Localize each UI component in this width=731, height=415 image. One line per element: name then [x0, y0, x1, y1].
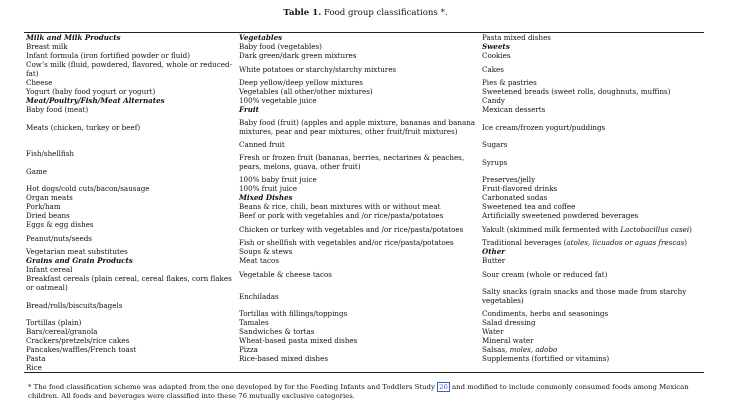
table-row: [26, 158, 239, 184]
cell-text: Sugars: [482, 140, 508, 149]
cell-text: Breast milk: [26, 42, 68, 51]
cell-text: Vegetarian meat substitutes: [26, 247, 128, 256]
table-cell: [239, 202, 441, 211]
table-cell: [482, 318, 536, 327]
table-cell: [482, 202, 575, 211]
table-cell: [239, 96, 317, 105]
table-row: [482, 96, 704, 105]
table-cell: [26, 202, 61, 211]
table-row: [239, 283, 482, 309]
table-row: [26, 265, 239, 274]
table-cell: [239, 51, 356, 60]
cell-text: Cakes: [482, 64, 504, 74]
table-cell: [26, 123, 140, 132]
table-cell: [239, 256, 279, 265]
cell-text: 100% vegetable juice: [239, 96, 317, 105]
table-cell: [482, 33, 551, 42]
table-row: [482, 309, 704, 318]
table-cell: [239, 175, 317, 184]
table-caption-label: Table 1.: [283, 8, 322, 18]
cell-text: Tortillas (plain): [26, 318, 82, 327]
cell-text: Mexican desserts: [482, 105, 546, 114]
table-column-1: [26, 33, 239, 372]
table-column-2: [239, 33, 482, 372]
cell-text: Dark green/dark green mixtures: [239, 51, 357, 60]
cell-text: Fish/shellfish: [26, 149, 74, 158]
cell-text: Tamales: [239, 318, 269, 327]
cell-text: Salty snacks (grain snacks and those made from starchy vegetables): [482, 287, 687, 305]
cell-text: Deep yellow/deep yellow mixtures: [239, 78, 363, 87]
cell-text: Vegetable & cheese tacos: [239, 269, 332, 279]
cell-text: Soups & stews: [239, 247, 293, 256]
table-cell: [26, 78, 52, 87]
table-row: [26, 220, 239, 229]
table-row: [26, 42, 239, 51]
table-cell: [26, 265, 72, 274]
table-cell: [26, 51, 190, 60]
cell-text: Tortillas with fillings/toppings: [239, 309, 348, 318]
table-row: [26, 354, 239, 363]
cell-text: Salad dressing: [482, 318, 536, 327]
table-cell: [239, 118, 482, 136]
cell-text: Meats (chicken, turkey or beef): [26, 122, 141, 132]
cell-text: 100% fruit juice: [239, 184, 298, 193]
table-row: [239, 87, 482, 96]
table-cell: [239, 292, 279, 301]
cell-text: Rice: [26, 363, 42, 372]
table-footnote: [28, 383, 718, 401]
table-cell: [26, 301, 122, 310]
table-row: [239, 318, 482, 327]
table-cell: [482, 336, 534, 345]
cell-text: Vegetables (all other/other mixtures): [239, 87, 373, 96]
table-row: [26, 247, 239, 256]
table-row: [239, 327, 482, 336]
cell-text: White potatoes or starchy/starchy mixtures: [239, 64, 397, 74]
table-row: [239, 354, 482, 363]
table-row: [239, 336, 482, 345]
table-cell: [482, 327, 503, 336]
table-cell: [26, 256, 133, 265]
cell-text: Organ meats: [26, 193, 73, 202]
cell-text: Fresh or frozen fruit (bananas, berries, nectarines & peaches, pears, melons, guava, other fruit): [239, 153, 465, 171]
table-cell: [26, 184, 150, 193]
table-cell: [239, 225, 463, 234]
cell-text: Pasta mixed dishes: [482, 33, 551, 42]
table-cell: [482, 78, 537, 87]
table-row: [26, 336, 239, 345]
table-row: [482, 105, 704, 114]
table-cell: [482, 247, 505, 256]
table-row: [26, 51, 239, 60]
table-row: [482, 202, 704, 211]
cell-text: 100% baby fruit juice: [239, 175, 317, 184]
table-row: [482, 175, 704, 184]
cell-text: Cow’s milk (fluid, powdered, flavored, whole or reduced-fat): [26, 60, 232, 78]
table-cell: [26, 149, 74, 158]
table-row: [26, 149, 239, 158]
table-row: [482, 327, 704, 336]
cell-text: Peanut/nuts/seeds: [26, 233, 92, 243]
table-cell: [482, 184, 557, 193]
table-row: [239, 184, 482, 193]
cell-text: Cheese: [26, 78, 53, 87]
table-row: [482, 33, 704, 42]
cell-text: Rice-based mixed dishes: [239, 354, 329, 363]
table-row: [482, 336, 704, 345]
table-row: [26, 33, 239, 42]
cell-text: Yakult (skimmed milk fermented with: [482, 224, 621, 234]
cell-text: Traditional beverages (: [482, 238, 567, 247]
table-cell: [26, 234, 92, 243]
table-row: [26, 202, 239, 211]
table-row: [482, 87, 704, 96]
table-cell: [239, 327, 314, 336]
table-cell: [482, 51, 511, 60]
table-row: [26, 274, 239, 292]
cell-text: Fruit-flavored drinks: [482, 184, 558, 193]
cell-text: ): [689, 224, 692, 234]
table-cell: [482, 256, 505, 265]
table-row: [239, 247, 482, 256]
table-cell: [482, 42, 510, 51]
table-cell: [482, 309, 608, 318]
cell-text: Infant cereal: [26, 265, 73, 274]
table-cell: [26, 345, 136, 354]
table-row: [239, 51, 482, 60]
table-row: [482, 354, 704, 363]
cell-text: Beef or pork with vegetables and /or rice/pasta/potatoes: [239, 211, 444, 220]
cell-text: Enchiladas: [239, 291, 279, 301]
cell-text: Ice cream/frozen yogurt/puddings: [482, 122, 606, 132]
table-cell: [239, 87, 373, 96]
table-row: [239, 78, 482, 87]
table-cell: [239, 78, 363, 87]
table-cell: [239, 270, 332, 279]
cell-text: Meat tacos: [239, 256, 280, 265]
table-row: [239, 193, 482, 202]
category-header: Sweets: [482, 42, 510, 51]
table-row: [239, 256, 482, 265]
table-cell: [239, 42, 322, 51]
table-cell: [239, 318, 269, 327]
table-row: [239, 175, 482, 184]
table-cell: [26, 42, 68, 51]
table-row: [239, 309, 482, 318]
table-cell: [239, 105, 259, 114]
table-row: [26, 318, 239, 327]
table-row: [26, 345, 239, 354]
category-header: Meat/Poultry/Fish/Meat Alternates: [26, 96, 165, 105]
table-row: [482, 318, 704, 327]
table-cell: [482, 354, 609, 363]
reference-link[interactable]: 26: [439, 383, 448, 391]
table-row: [26, 78, 239, 87]
table-cell: [26, 247, 128, 256]
table-cell: [482, 123, 605, 132]
table-row: [239, 140, 482, 149]
table-row: [26, 256, 239, 265]
table-row: [239, 33, 482, 42]
table-row: [26, 105, 239, 114]
cell-text: Baby food (meat): [26, 105, 89, 114]
table-row: [26, 193, 239, 202]
cell-text: Sweetened breads (sweet rolls, doughnuts, muffins): [482, 87, 671, 96]
table-cell: [482, 96, 505, 105]
cell-text: Salsas,: [482, 345, 510, 354]
table-row: [239, 220, 482, 238]
cell-text: Chicken or turkey with vegetables and /or rice/pasta/potatoes: [239, 224, 464, 234]
table-cell: [239, 193, 293, 202]
cell-text: Sweetened tea and coffee: [482, 202, 576, 211]
cell-text: Dried beans: [26, 211, 70, 220]
table-row: [26, 184, 239, 193]
table-cell: [239, 211, 443, 220]
table-row: [482, 345, 704, 354]
table-row: [482, 283, 704, 309]
table-row: [482, 211, 704, 220]
table-cell: [482, 158, 507, 167]
cell-text: Fish or shellfish with vegetables and/or rice/pasta/potatoes: [239, 238, 454, 247]
table-caption-text: Food group classifications *.: [323, 8, 448, 18]
table-row: [239, 114, 482, 140]
table-cell: [239, 238, 454, 247]
table-cell: [239, 140, 285, 149]
table-cell: [482, 87, 671, 96]
table-cell: [26, 363, 42, 372]
cell-text: Yogurt (baby food yogurt or yogurt): [26, 87, 156, 96]
table-cell: [26, 354, 46, 363]
table-row: [239, 265, 482, 283]
table-cell: [239, 354, 328, 363]
table-cell: [26, 274, 239, 292]
table-row: [26, 363, 239, 372]
table-cell: [239, 345, 258, 354]
category-header: Grains and Grain Products: [26, 256, 133, 265]
table-cell: [26, 211, 70, 220]
table-cell: [239, 336, 357, 345]
table-cell: [482, 193, 547, 202]
table-cell: [482, 225, 692, 234]
cell-text: Infant formula (iron fortified powder or fluid): [26, 51, 191, 60]
table-row: [482, 247, 704, 256]
table-row: [26, 292, 239, 318]
cell-text: Pizza: [239, 345, 258, 354]
cell-text: Canned fruit: [239, 140, 285, 149]
table-cell: [26, 33, 121, 42]
footnote-text-pre: * The food classification scheme was adapted from the one developed by for the Feeding Infants and Toddlers Study: [28, 383, 435, 391]
footnote-text-post: and modified to include commonly consumed foods among Mexican children. All foods and beverages were classified into these 76 mutually exclusive categories.: [28, 383, 689, 400]
table-columns: [24, 33, 704, 372]
table-row: [239, 96, 482, 105]
table-cell: [482, 211, 638, 220]
table-cell: [482, 105, 545, 114]
cell-text: Supplements (fortified or vitamins): [482, 354, 610, 363]
cell-text: Wheat-based pasta mixed dishes: [239, 336, 358, 345]
cell-text: Crackers/pretzels/rice cakes: [26, 336, 130, 345]
table-row: [239, 202, 482, 211]
table-cell: [26, 327, 97, 336]
table-row: [482, 78, 704, 87]
table-row: [239, 238, 482, 247]
cell-text: Candy: [482, 96, 505, 105]
cell-text: Sandwiches & tortas: [239, 327, 315, 336]
table-cell: [482, 175, 535, 184]
cell-text: Artificially sweetened powdered beverages: [482, 211, 639, 220]
table-cell: [239, 309, 347, 318]
table-column-3: [482, 33, 704, 372]
table-cell: [239, 65, 396, 74]
table-cell: [239, 184, 297, 193]
cell-text: Beans & rice, chili, bean mixtures with or without meat: [239, 202, 441, 211]
cell-text: Carbonated sodas: [482, 193, 548, 202]
table-cell: [239, 153, 482, 171]
table-cell: [482, 345, 557, 354]
category-header: Milk and Milk Products: [26, 33, 121, 42]
table-row: [26, 114, 239, 140]
cell-text-italic: atoles, licuados or aguas frescas: [566, 238, 685, 247]
cell-text: Syrups: [482, 157, 508, 167]
table-row: [482, 184, 704, 193]
category-header: Mixed Dishes: [239, 193, 293, 202]
table-row: [482, 193, 704, 202]
table-cell: [26, 105, 88, 114]
table-cell: [482, 287, 704, 305]
table-row: [239, 149, 482, 175]
cell-text-italic: Lactobacillus casei: [620, 224, 690, 234]
cell-text: Cookies: [482, 51, 511, 60]
cell-text: Pork/ham: [26, 202, 61, 211]
table-row: [482, 114, 704, 140]
food-group-table: [24, 32, 704, 373]
cell-text: Baby food (vegetables): [239, 42, 322, 51]
table-cell: [26, 336, 129, 345]
table-row: [26, 211, 239, 220]
table-row: [239, 105, 482, 114]
cell-text: Hot dogs/cold cuts/bacon/sausage: [26, 184, 150, 193]
category-header: Other: [482, 247, 506, 256]
cell-text: Water: [482, 327, 504, 336]
category-header: Fruit: [239, 105, 259, 114]
table-row: [482, 265, 704, 283]
cell-text: Preserves/jelly: [482, 175, 536, 184]
cell-text-italic: moles, adobo: [509, 345, 558, 354]
cell-text: Pies & pastries: [482, 78, 537, 87]
category-header: Vegetables: [239, 33, 283, 42]
cell-text: Sour cream (whole or reduced fat): [482, 269, 608, 279]
table-cell: [26, 96, 165, 105]
table-row: [482, 256, 704, 265]
table-row: [482, 149, 704, 175]
table-cell: [482, 238, 687, 247]
table-row: [482, 220, 704, 238]
table-row: [26, 87, 239, 96]
table-row: [239, 60, 482, 78]
table-row: [26, 229, 239, 247]
table-cell: [482, 65, 504, 74]
table-caption: [0, 8, 731, 18]
table-row: [482, 140, 704, 149]
table-row: [482, 51, 704, 60]
table-row: [26, 96, 239, 105]
table-row: [482, 42, 704, 51]
table-cell: [239, 33, 282, 42]
cell-text: Mineral water: [482, 336, 534, 345]
table-row: [239, 211, 482, 220]
table-cell: [482, 270, 607, 279]
table-row: [26, 140, 239, 149]
cell-text: Eggs & egg dishes: [26, 220, 94, 229]
table-row: [26, 327, 239, 336]
cell-text: Butter: [482, 256, 506, 265]
table-cell: [26, 60, 239, 78]
table-row: [482, 238, 704, 247]
table-row: [239, 42, 482, 51]
cell-text: Pasta: [26, 354, 46, 363]
cell-text: Baby food (fruit) (apples and apple mixture, bananas and banana mixtures, pear and pear mixtures, other fruit/fruit mixtures): [239, 118, 476, 136]
cell-text: Breakfast cereals (plain cereal, cereal flakes, corn flakes or oatmeal): [26, 274, 232, 292]
cell-text: Condiments, herbs and seasonings: [482, 309, 609, 318]
table-cell: [26, 220, 94, 229]
table-cell: [26, 318, 81, 327]
table-cell: [239, 247, 292, 256]
table-cell: [482, 140, 507, 149]
cell-text: ): [684, 238, 688, 247]
table-row: [482, 60, 704, 78]
table-cell: [26, 167, 47, 176]
cell-text: Pancakes/waffles/French toast: [26, 345, 137, 354]
table-cell: [26, 87, 155, 96]
cell-text: Bars/cereal/granola: [26, 327, 98, 336]
table-row: [26, 60, 239, 78]
table-row: [239, 345, 482, 354]
table-cell: [26, 193, 73, 202]
cell-text: Bread/rolls/biscuits/bagels: [26, 300, 123, 310]
cell-text: Game: [26, 166, 47, 176]
